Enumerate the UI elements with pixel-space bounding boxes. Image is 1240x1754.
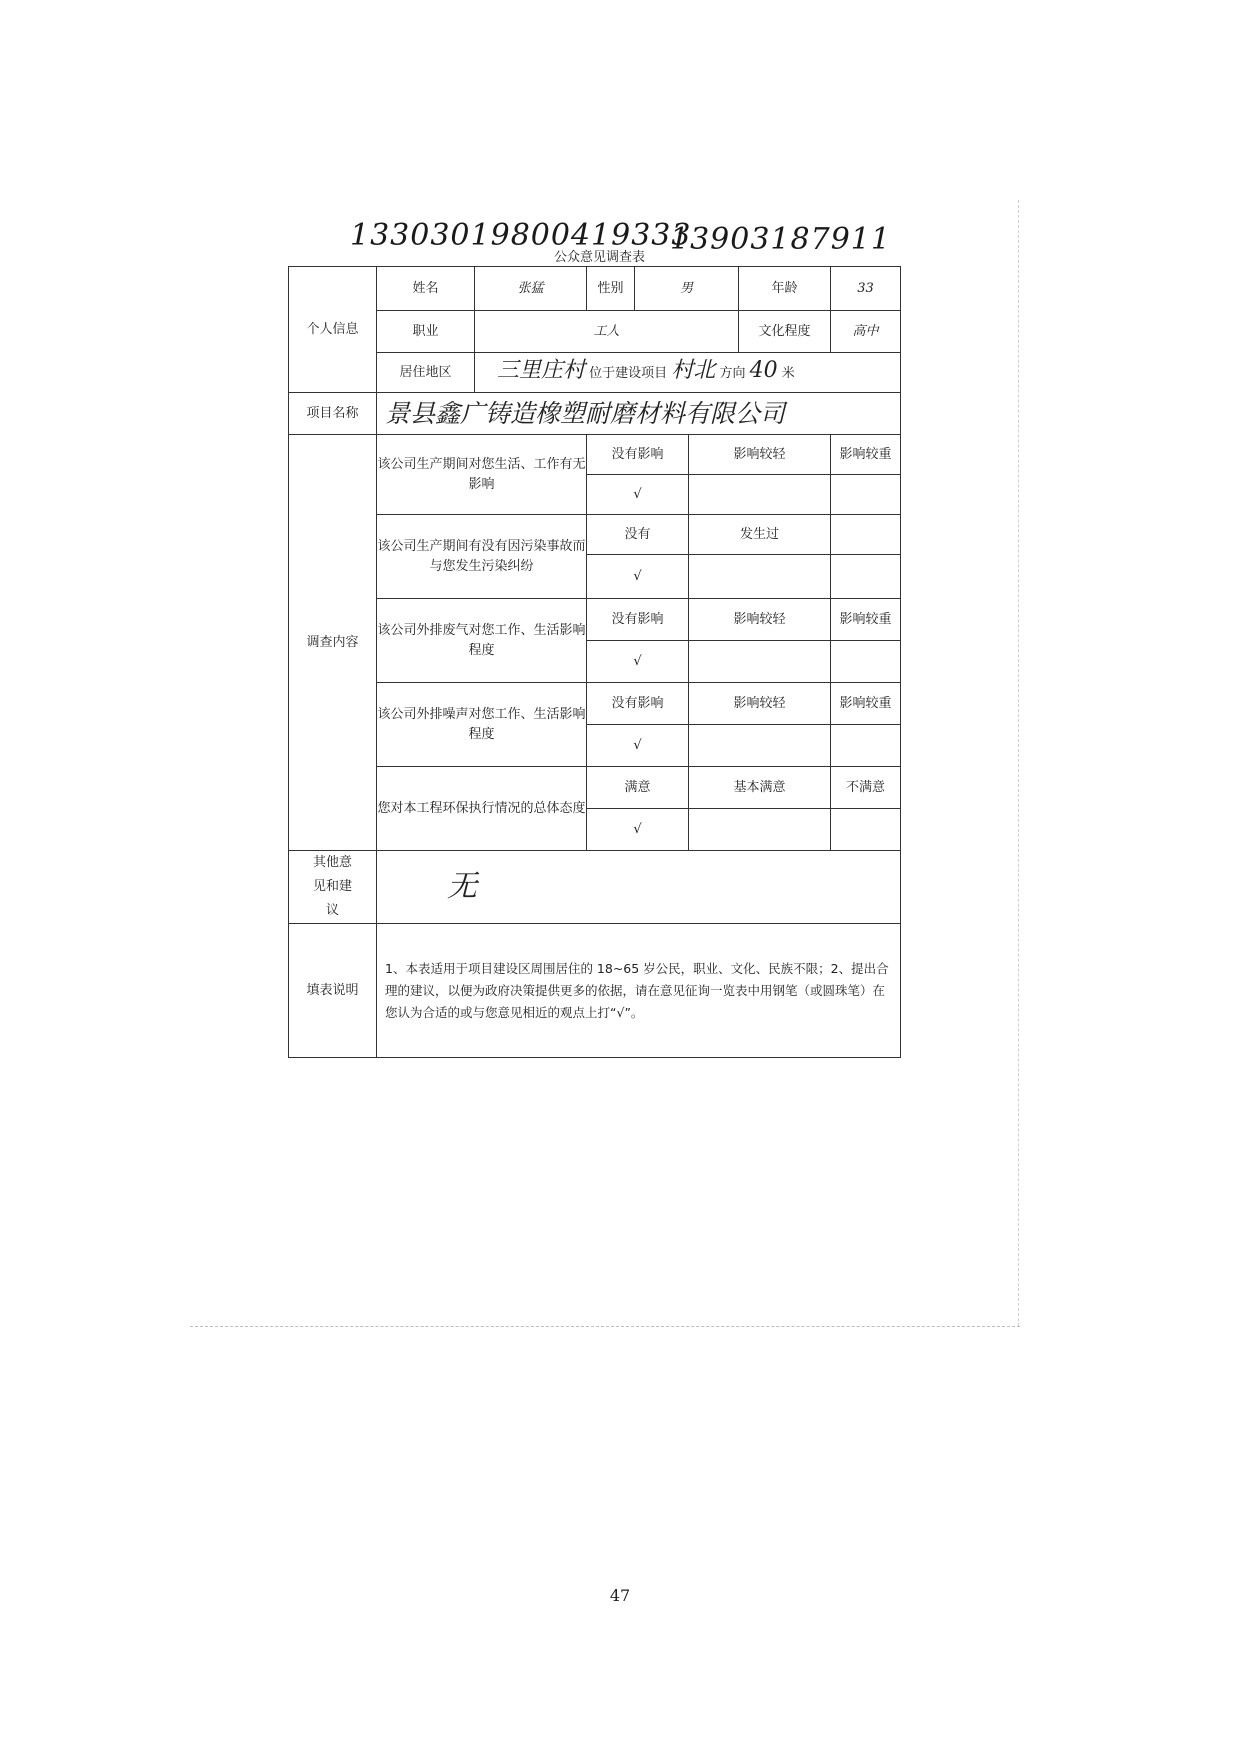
area-direction: 村北 bbox=[671, 358, 716, 383]
project-value: 景县鑫广铸造橡塑耐磨材料有限公司 bbox=[377, 393, 901, 435]
q1-answer-empty-2 bbox=[689, 475, 831, 515]
project-row bbox=[289, 393, 901, 435]
scan-edge-right bbox=[1018, 200, 1020, 1326]
q1-answer-empty-3 bbox=[831, 475, 901, 515]
q4-option-3: 影响较重 bbox=[831, 683, 901, 725]
area-text-1: 位于建设项目 bbox=[589, 366, 668, 381]
q5-text: 您对本工程环保执行情况的总体态度 bbox=[377, 767, 587, 851]
q4-option-1: 没有影响 bbox=[587, 683, 689, 725]
q2-option-2: 发生过 bbox=[689, 515, 831, 555]
q5-options-row bbox=[289, 767, 901, 809]
area-value bbox=[475, 353, 901, 393]
personal-row-1 bbox=[289, 267, 901, 311]
gender-value: 男 bbox=[635, 267, 739, 311]
q5-answer-empty-2 bbox=[689, 809, 831, 851]
age-value: 33 bbox=[831, 267, 901, 311]
survey-section-label: 调查内容 bbox=[289, 435, 377, 851]
name-value: 张猛 bbox=[475, 267, 587, 311]
q5-option-1: 满意 bbox=[587, 767, 689, 809]
job-label: 职业 bbox=[377, 311, 475, 353]
q2-option-3 bbox=[831, 515, 901, 555]
name-label: 姓名 bbox=[377, 267, 475, 311]
q3-answer-empty-2 bbox=[689, 641, 831, 683]
age-label: 年龄 bbox=[739, 267, 831, 311]
handwritten-phone-left: 13303019800419333 bbox=[350, 218, 692, 253]
personal-row-2 bbox=[289, 311, 901, 353]
q3-text: 该公司外排废气对您工作、生活影响程度 bbox=[377, 599, 587, 683]
scan-edge-bottom bbox=[190, 1326, 1020, 1328]
form-title: 公众意见调查表 bbox=[554, 250, 646, 265]
q1-text: 该公司生产期间对您生活、工作有无影响 bbox=[377, 435, 587, 515]
q3-answer-empty-3 bbox=[831, 641, 901, 683]
project-label: 项目名称 bbox=[289, 393, 377, 435]
q1-option-1: 没有影响 bbox=[587, 435, 689, 475]
edu-label: 文化程度 bbox=[739, 311, 831, 353]
q4-option-2: 影响较轻 bbox=[689, 683, 831, 725]
q2-text: 该公司生产期间有没有因污染事故而与您发生污染纠纷 bbox=[377, 515, 587, 599]
personal-row-3 bbox=[289, 353, 901, 393]
q4-check-mark: √ bbox=[587, 725, 689, 767]
job-value: 工人 bbox=[475, 311, 739, 353]
instructions-label: 填表说明 bbox=[289, 924, 377, 1058]
q1-option-2: 影响较轻 bbox=[689, 435, 831, 475]
q1-check-mark: √ bbox=[587, 475, 689, 515]
q4-answer-empty-3 bbox=[831, 725, 901, 767]
q4-options-row bbox=[289, 683, 901, 725]
area-text-2: 方向 bbox=[719, 366, 746, 381]
q4-answer-empty-2 bbox=[689, 725, 831, 767]
survey-table bbox=[288, 266, 901, 1058]
q5-answer-empty-3 bbox=[831, 809, 901, 851]
personal-section-label: 个人信息 bbox=[289, 267, 377, 393]
area-distance: 40 bbox=[749, 358, 778, 383]
handwritten-phone-right: 13903187911 bbox=[670, 222, 891, 257]
form-header bbox=[350, 218, 910, 265]
q2-answer-empty-3 bbox=[831, 555, 901, 599]
area-village: 三里庄村 bbox=[497, 358, 586, 383]
q5-option-3: 不满意 bbox=[831, 767, 901, 809]
q1-options-row bbox=[289, 435, 901, 475]
q2-option-1: 没有 bbox=[587, 515, 689, 555]
edu-value: 高中 bbox=[831, 311, 901, 353]
q3-options-row bbox=[289, 599, 901, 641]
other-value: 无 bbox=[377, 851, 901, 924]
other-label: 其他意见和建议 bbox=[289, 851, 377, 924]
q3-option-1: 没有影响 bbox=[587, 599, 689, 641]
q3-option-2: 影响较轻 bbox=[689, 599, 831, 641]
instructions-text: 1、本表适用于项目建设区周围居住的 18~65 岁公民，职业、文化、民族不限；2、提出合理的建议，以便为政府决策提供更多的依据，请在意见征询一览表中用钢笔（或圆珠笔）在您认为合适的或与您意见相近的观点上打“√”。 bbox=[377, 924, 901, 1058]
q2-answer-empty-2 bbox=[689, 555, 831, 599]
page-number: 47 bbox=[609, 1586, 631, 1605]
q5-check-mark: √ bbox=[587, 809, 689, 851]
gender-label: 性别 bbox=[587, 267, 635, 311]
area-label: 居住地区 bbox=[377, 353, 475, 393]
q4-text: 该公司外排噪声对您工作、生活影响程度 bbox=[377, 683, 587, 767]
q2-check-mark: √ bbox=[587, 555, 689, 599]
other-row bbox=[289, 851, 901, 924]
area-unit: 米 bbox=[781, 366, 795, 381]
q5-option-2: 基本满意 bbox=[689, 767, 831, 809]
q3-option-3: 影响较重 bbox=[831, 599, 901, 641]
q1-option-3: 影响较重 bbox=[831, 435, 901, 475]
q2-options-row bbox=[289, 515, 901, 555]
q3-check-mark: √ bbox=[587, 641, 689, 683]
instructions-row bbox=[289, 924, 901, 1058]
